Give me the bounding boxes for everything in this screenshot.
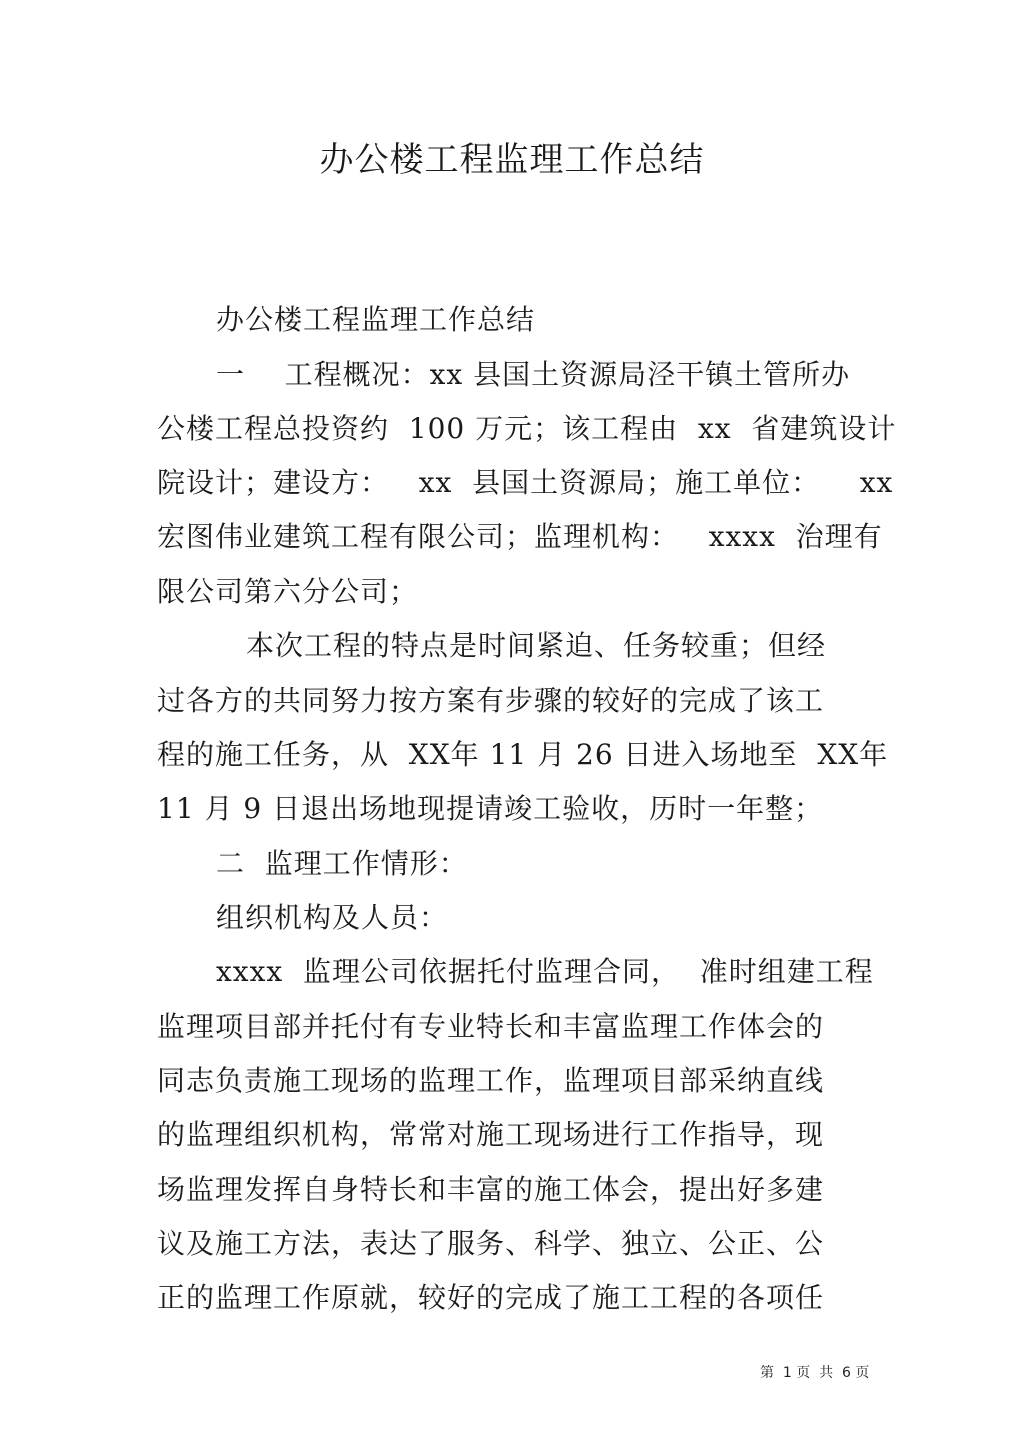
section-heading: 二 监理工作情形： xyxy=(216,847,468,880)
document-title: 办公楼工程监理工作总结 xyxy=(319,140,705,180)
body-line: xxxx 监理公司依据托付监理合同， 准时组建工程 xyxy=(216,955,874,988)
body-line: 的监理组织机构，常常对施工现场进行工作指导，现 xyxy=(157,1118,825,1151)
body-line: 办公楼工程监理工作总结 xyxy=(216,303,536,336)
body-line: 院设计；建设方： xx 县国土资源局；施工单位： xx xyxy=(157,466,894,499)
body-line: 同志负责施工现场的监理工作，监理项目部采纳直线 xyxy=(157,1064,825,1097)
body-line: 限公司第六分公司； xyxy=(157,575,419,608)
body-line: 公楼工程总投资约 100 万元；该工程由 xx 省建筑设计 xyxy=(157,412,897,445)
body-line: 宏图伟业建筑工程有限公司；监理机构： xxxx 治理有 xyxy=(157,520,883,553)
subsection-heading: 组织机构及人员： xyxy=(216,901,449,934)
page-number: 第 1 页 共 6 页 xyxy=(760,1365,870,1381)
body-line: 一 工程概况：xx 县国土资源局泾干镇土管所办 xyxy=(216,358,851,391)
body-line: 监理项目部并托付有专业特长和丰富监理工作体会的 xyxy=(157,1010,825,1043)
body-line: 程的施工任务，从 XX年 11 月 26 日进入场地至 XX年 xyxy=(157,738,889,771)
body-line: 正的监理工作原就，较好的完成了施工工程的各项任 xyxy=(157,1281,825,1314)
body-line: 场监理发挥自身特长和丰富的施工体会，提出好多建 xyxy=(157,1173,825,1206)
body-line: 过各方的共同努力按方案有步骤的较好的完成了该工 xyxy=(157,684,825,717)
body-line: 议及施工方法，表达了服务、科学、独立、公正、公 xyxy=(157,1227,825,1260)
body-line: 11 月 9 日退出场地现提请竣工验收，历时一年整； xyxy=(157,792,824,825)
body-line: 本次工程的特点是时间紧迫、任务较重；但经 xyxy=(246,629,827,662)
